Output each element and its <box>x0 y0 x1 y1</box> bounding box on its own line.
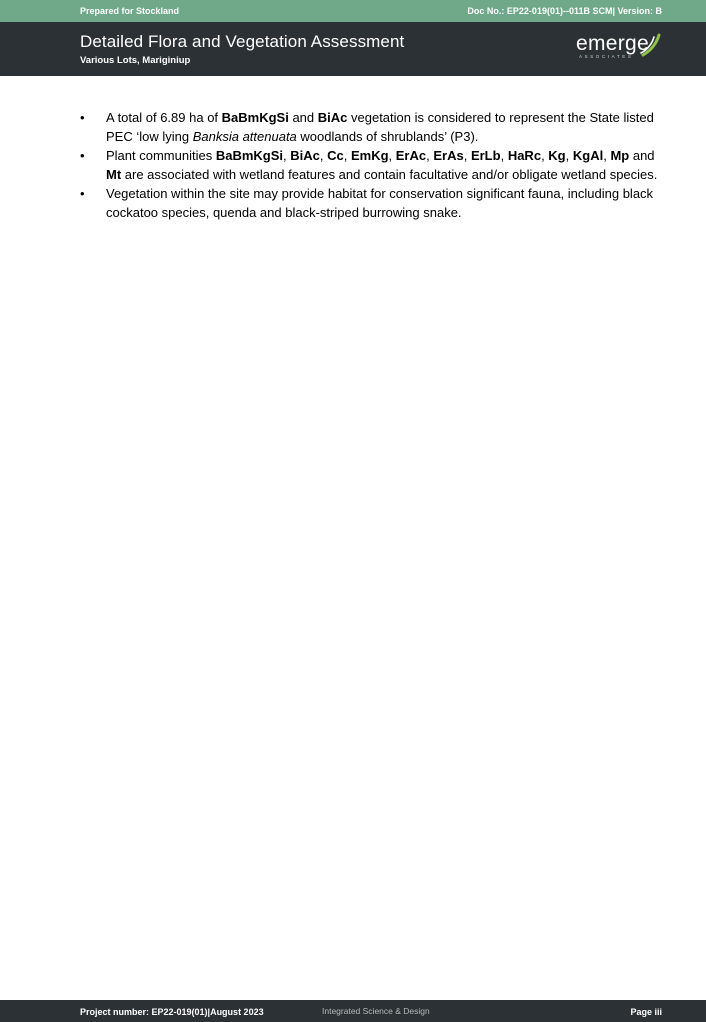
bullet-text: are associated with wetland features and contain facultative and/or obligate wetland species. <box>121 167 658 182</box>
bullet-text: Vegetation within the site may provide habitat for conservation significant fauna, including black cockatoo species, quenda and black-striped burrowing snake. <box>106 186 654 220</box>
bullet-text: , <box>319 148 328 163</box>
bullet-bold-term: ErLb <box>470 148 501 163</box>
bullet-text: , <box>283 148 291 163</box>
bullet-bold-term: Kg <box>548 148 566 163</box>
bullet-item <box>80 184 670 222</box>
logo-swoosh-icon <box>640 33 662 57</box>
bullet-bold-term: Mp <box>610 148 630 163</box>
logo-wordmark: emerge <box>576 32 650 55</box>
bullet-bold-term: ErAs <box>433 148 464 163</box>
prepared-for-label: Prepared for Stockland <box>80 6 180 16</box>
tagline-label: Integrated Science & Design <box>322 1006 430 1016</box>
bullet-text: , <box>343 148 351 163</box>
bullet-text: vegetation is considered to represent the State listed PEC ‘low lying <box>106 110 654 144</box>
page-number-label: Page iii <box>630 1007 662 1017</box>
top-bar <box>0 0 706 22</box>
bullet-text: A total of 6.89 ha of <box>106 110 222 125</box>
bullet-text: woodlands of shrublands’ (P3). <box>296 129 479 144</box>
bullet-item <box>80 108 670 146</box>
document-footer <box>0 1000 706 1022</box>
bullet-text: and <box>629 148 655 163</box>
bullet-bold-term: KgAl <box>572 148 604 163</box>
project-number-label: Project number: EP22-019(01)|August 2023 <box>80 1007 264 1017</box>
bullet-text: , <box>541 148 549 163</box>
bullet-dot-icon: • <box>80 110 85 125</box>
document-subtitle: Various Lots, Mariginiup <box>80 55 191 66</box>
bullet-bold-term: ErAc <box>395 148 427 163</box>
summary-bullet-list <box>80 108 670 222</box>
bullet-text: , <box>500 148 508 163</box>
bullet-bold-term: BaBmKgSi <box>221 110 289 125</box>
bullet-bold-term: Cc <box>327 148 344 163</box>
bullet-text: , <box>388 148 396 163</box>
bullet-bold-term: EmKg <box>350 148 389 163</box>
bullet-bold-term: Mt <box>106 167 122 182</box>
bullet-bold-term: HaRc <box>507 148 542 163</box>
bullet-item <box>80 146 670 184</box>
bullet-text: Plant communities <box>106 148 216 163</box>
bullet-text: , <box>463 148 471 163</box>
bullet-text: , <box>426 148 434 163</box>
logo-subtext: ASSOCIATES <box>579 54 634 59</box>
bullet-italic-term: Banksia attenuata <box>192 129 297 144</box>
bullet-bold-term: BiAc <box>317 110 348 125</box>
bullet-text: , <box>603 148 611 163</box>
bullet-text: , <box>565 148 573 163</box>
bullet-bold-term: BiAc <box>290 148 320 163</box>
bullet-dot-icon: • <box>80 186 85 201</box>
doc-info-label: Doc No.: EP22-019(01)--011B SCM| Version: B <box>467 6 662 16</box>
document-header <box>0 22 706 76</box>
bullet-text: and <box>288 110 318 125</box>
emerge-logo <box>574 30 666 68</box>
document-title: Detailed Flora and Vegetation Assessment <box>80 32 405 51</box>
main-content <box>80 108 670 222</box>
bullet-bold-term: BaBmKgSi <box>215 148 284 163</box>
bullet-dot-icon: • <box>80 148 85 163</box>
